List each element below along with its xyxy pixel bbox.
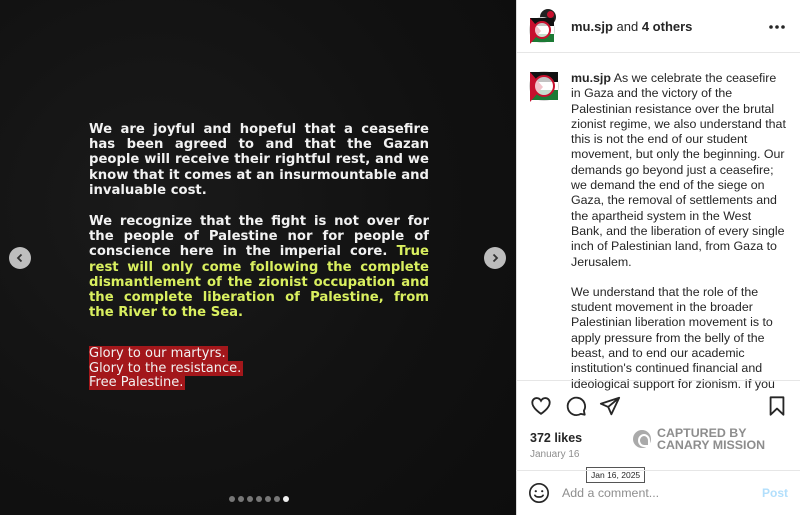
slide-text xyxy=(89,122,429,336)
next-slide-button[interactable] xyxy=(484,247,506,269)
glory-line-2: Glory to the resistance. xyxy=(89,360,242,376)
post-caption xyxy=(517,53,800,391)
caption-avatar[interactable] xyxy=(529,71,559,101)
likes-count[interactable]: 372 likes xyxy=(530,431,583,445)
caption-username-link[interactable]: mu.sjp xyxy=(571,71,611,85)
caption-text xyxy=(571,71,786,391)
heart-icon[interactable] xyxy=(530,395,552,417)
slide-dot[interactable] xyxy=(238,496,244,502)
post-comment-button[interactable]: Post xyxy=(761,486,788,500)
slide-dot[interactable] xyxy=(247,496,253,502)
slide-dot[interactable] xyxy=(256,496,262,502)
watermark-logo-icon xyxy=(633,430,651,448)
caption-paragraph-1: As we celebrate the ceasefire in Gaza and the victory of the Palestinian resistance over the brutal zionist regime, we also understand that this is not the end of our student movement, but only the beginning. Our demands go beyond just a ceasefire; we demand the end of the siege on Gaza, the removal of settlements and the apartheid system in the West Bank, and the liberation of every single inch of Palestinian land, from Gaza to Jerusalem. xyxy=(571,71,786,269)
comment-input[interactable] xyxy=(562,486,752,500)
more-options-icon[interactable] xyxy=(768,17,786,35)
emoji-icon[interactable] xyxy=(528,482,550,504)
post-header xyxy=(517,0,800,53)
watermark xyxy=(633,427,765,451)
slide-paragraph-2-highlight: True rest will only come following the complete dismantlement of the zionist occupation and the complete liberation of Palestine, from the River to the Sea. xyxy=(89,244,429,321)
author-username-link[interactable]: mu.sjp xyxy=(571,18,613,34)
comment-icon[interactable] xyxy=(565,395,587,417)
slide-paragraph-1: We are joyful and hopeful that a ceasefire has been agreed to and that the Gazan people will receive their rightful rest, and we know that it comes at an insurmountable and invaluable cost. xyxy=(89,122,429,198)
share-icon[interactable] xyxy=(599,395,621,417)
collab-avatars[interactable] xyxy=(529,10,559,42)
slide-dot[interactable] xyxy=(229,496,235,502)
post-date[interactable]: January 16 xyxy=(530,449,580,460)
chevron-right-icon xyxy=(490,253,500,263)
post-sidebar xyxy=(516,0,800,515)
slide-paragraph-2-plain: We recognize that the fight is not over for the people of Palestine nor for people of conscience here in the imperial core. xyxy=(89,214,429,260)
slide-indicator xyxy=(229,496,289,502)
comment-bar xyxy=(516,470,800,515)
previous-slide-button[interactable] xyxy=(9,247,31,269)
watermark-line-2: CANARY MISSION xyxy=(657,438,766,452)
slide-dot[interactable] xyxy=(283,496,289,502)
glory-line-1: Glory to our martyrs. xyxy=(89,346,226,361)
caption-paragraph-2: We understand that the role of the student movement in the broader Palestinian liberation movement is to apply pressure from the belly of the beast, and to end our academic institution's continued financial and ideological support for zionism. If you xyxy=(571,284,775,391)
authors-joiner: and xyxy=(612,18,642,34)
slide-dot[interactable] xyxy=(265,496,271,502)
post-authors xyxy=(571,19,692,34)
bookmark-icon[interactable] xyxy=(766,395,788,417)
glory-line-3: Free Palestine. xyxy=(89,375,184,390)
slide-dot[interactable] xyxy=(274,496,280,502)
slide-paragraph-2 xyxy=(89,214,429,320)
slide-glory-block xyxy=(89,347,243,391)
avatar xyxy=(529,17,555,43)
others-link[interactable]: 4 others xyxy=(641,18,693,34)
chevron-left-icon xyxy=(15,253,25,263)
action-buttons xyxy=(530,395,788,417)
watermark-line-1: CAPTURED BY xyxy=(657,426,747,440)
date-tooltip: Jan 16, 2025 xyxy=(586,467,645,483)
